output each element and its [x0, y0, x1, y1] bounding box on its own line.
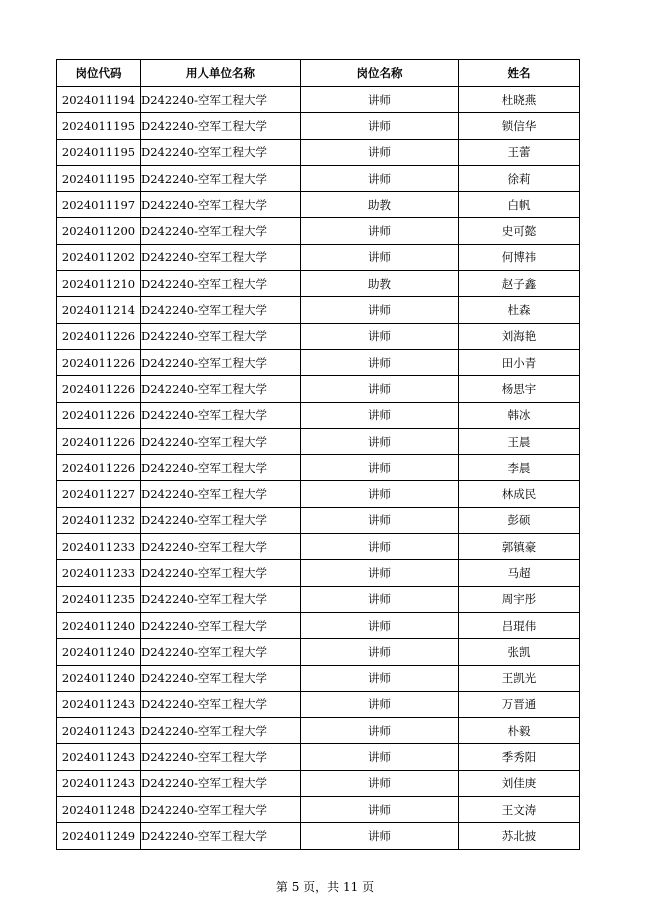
- person-name-cell: 刘海艳: [459, 323, 580, 349]
- post-code-cell: 2024011226: [57, 349, 141, 375]
- table-row: [57, 87, 580, 113]
- table-row: [57, 113, 580, 139]
- post-name-cell: 讲师: [301, 507, 459, 533]
- employer-name-cell: D242240-空军工程大学: [141, 323, 301, 349]
- employer-name-cell: D242240-空军工程大学: [141, 192, 301, 218]
- post-name-cell: 讲师: [301, 639, 459, 665]
- person-name-cell: 王凯光: [459, 665, 580, 691]
- table-row: [57, 560, 580, 586]
- employer-name-cell: D242240-空军工程大学: [141, 560, 301, 586]
- post-code-cell: 2024011226: [57, 376, 141, 402]
- employer-name-cell: D242240-空军工程大学: [141, 87, 301, 113]
- person-name-cell: 彭硕: [459, 507, 580, 533]
- table-body: [57, 87, 580, 850]
- post-name-cell: 讲师: [301, 691, 459, 717]
- post-code-cell: 2024011243: [57, 744, 141, 770]
- table-row: [57, 665, 580, 691]
- post-code-cell: 2024011240: [57, 612, 141, 638]
- table-row: [57, 823, 580, 849]
- table-row: [57, 218, 580, 244]
- employer-name-cell: D242240-空军工程大学: [141, 139, 301, 165]
- post-name-cell: 讲师: [301, 113, 459, 139]
- post-name-cell: 讲师: [301, 218, 459, 244]
- employer-name-cell: D242240-空军工程大学: [141, 297, 301, 323]
- page-number: 第 5 页，共 11 页: [275, 880, 375, 894]
- table-header-row: [57, 60, 580, 87]
- table-row: [57, 691, 580, 717]
- person-name-cell: 王蕾: [459, 139, 580, 165]
- post-code-cell: 2024011227: [57, 481, 141, 507]
- employer-name-cell: D242240-空军工程大学: [141, 113, 301, 139]
- post-name-cell: 讲师: [301, 428, 459, 454]
- table-row: [57, 139, 580, 165]
- header-person-name: 姓名: [459, 60, 580, 87]
- post-code-cell: 2024011240: [57, 639, 141, 665]
- person-name-cell: 杜森: [459, 297, 580, 323]
- header-post-code: 岗位代码: [57, 60, 141, 87]
- person-name-cell: 吕琨伟: [459, 612, 580, 638]
- roster-table: [56, 59, 580, 850]
- person-name-cell: 杜晓燕: [459, 87, 580, 113]
- person-name-cell: 刘佳庚: [459, 770, 580, 796]
- person-name-cell: 徐莉: [459, 165, 580, 191]
- post-code-cell: 2024011200: [57, 218, 141, 244]
- post-name-cell: 讲师: [301, 823, 459, 849]
- person-name-cell: 郭镇豪: [459, 534, 580, 560]
- post-code-cell: 2024011214: [57, 297, 141, 323]
- person-name-cell: 万晋通: [459, 691, 580, 717]
- table-row: [57, 744, 580, 770]
- post-name-cell: 讲师: [301, 349, 459, 375]
- post-name-cell: 讲师: [301, 323, 459, 349]
- post-name-cell: 讲师: [301, 718, 459, 744]
- post-name-cell: 讲师: [301, 402, 459, 428]
- employer-name-cell: D242240-空军工程大学: [141, 402, 301, 428]
- person-name-cell: 田小青: [459, 349, 580, 375]
- table-row: [57, 192, 580, 218]
- table-row: [57, 507, 580, 533]
- person-name-cell: 王晨: [459, 428, 580, 454]
- employer-name-cell: D242240-空军工程大学: [141, 271, 301, 297]
- post-code-cell: 2024011233: [57, 534, 141, 560]
- table-row: [57, 349, 580, 375]
- header-post-name: 岗位名称: [301, 60, 459, 87]
- table-row: [57, 455, 580, 481]
- post-code-cell: 2024011202: [57, 244, 141, 270]
- post-code-cell: 2024011226: [57, 455, 141, 481]
- person-name-cell: 马超: [459, 560, 580, 586]
- employer-name-cell: D242240-空军工程大学: [141, 376, 301, 402]
- employer-name-cell: D242240-空军工程大学: [141, 428, 301, 454]
- table-row: [57, 797, 580, 823]
- person-name-cell: 苏北披: [459, 823, 580, 849]
- post-name-cell: 讲师: [301, 560, 459, 586]
- table-row: [57, 402, 580, 428]
- employer-name-cell: D242240-空军工程大学: [141, 218, 301, 244]
- table-row: [57, 586, 580, 612]
- post-name-cell: 讲师: [301, 244, 459, 270]
- table-row: [57, 612, 580, 638]
- post-code-cell: 2024011240: [57, 665, 141, 691]
- person-name-cell: 张凯: [459, 639, 580, 665]
- person-name-cell: 锁信华: [459, 113, 580, 139]
- person-name-cell: 何博祎: [459, 244, 580, 270]
- employer-name-cell: D242240-空军工程大学: [141, 481, 301, 507]
- post-code-cell: 2024011226: [57, 428, 141, 454]
- person-name-cell: 林成民: [459, 481, 580, 507]
- post-code-cell: 2024011194: [57, 87, 141, 113]
- table-row: [57, 718, 580, 744]
- post-name-cell: 讲师: [301, 139, 459, 165]
- employer-name-cell: D242240-空军工程大学: [141, 770, 301, 796]
- post-name-cell: 讲师: [301, 165, 459, 191]
- table-row: [57, 244, 580, 270]
- table-row: [57, 481, 580, 507]
- post-code-cell: 2024011210: [57, 271, 141, 297]
- person-name-cell: 史可懿: [459, 218, 580, 244]
- post-name-cell: 讲师: [301, 376, 459, 402]
- post-name-cell: 讲师: [301, 297, 459, 323]
- person-name-cell: 赵子鑫: [459, 271, 580, 297]
- post-code-cell: 2024011249: [57, 823, 141, 849]
- table-row: [57, 323, 580, 349]
- table-row: [57, 297, 580, 323]
- employer-name-cell: D242240-空军工程大学: [141, 639, 301, 665]
- header-employer-name: 用人单位名称: [141, 60, 301, 87]
- post-name-cell: 助教: [301, 192, 459, 218]
- table-row: [57, 534, 580, 560]
- post-code-cell: 2024011235: [57, 586, 141, 612]
- employer-name-cell: D242240-空军工程大学: [141, 165, 301, 191]
- post-code-cell: 2024011243: [57, 718, 141, 744]
- employer-name-cell: D242240-空军工程大学: [141, 534, 301, 560]
- post-code-cell: 2024011226: [57, 323, 141, 349]
- post-name-cell: 讲师: [301, 534, 459, 560]
- employer-name-cell: D242240-空军工程大学: [141, 744, 301, 770]
- person-name-cell: 韩冰: [459, 402, 580, 428]
- employer-name-cell: D242240-空军工程大学: [141, 797, 301, 823]
- post-name-cell: 助教: [301, 271, 459, 297]
- person-name-cell: 季秀阳: [459, 744, 580, 770]
- employer-name-cell: D242240-空军工程大学: [141, 691, 301, 717]
- post-name-cell: 讲师: [301, 665, 459, 691]
- post-name-cell: 讲师: [301, 612, 459, 638]
- employer-name-cell: D242240-空军工程大学: [141, 455, 301, 481]
- post-code-cell: 2024011197: [57, 192, 141, 218]
- post-name-cell: 讲师: [301, 586, 459, 612]
- employer-name-cell: D242240-空军工程大学: [141, 507, 301, 533]
- post-name-cell: 讲师: [301, 797, 459, 823]
- post-code-cell: 2024011248: [57, 797, 141, 823]
- post-name-cell: 讲师: [301, 481, 459, 507]
- employer-name-cell: D242240-空军工程大学: [141, 718, 301, 744]
- post-name-cell: 讲师: [301, 87, 459, 113]
- person-name-cell: 王文涛: [459, 797, 580, 823]
- person-name-cell: 白帆: [459, 192, 580, 218]
- table-row: [57, 639, 580, 665]
- post-code-cell: 2024011195: [57, 113, 141, 139]
- post-code-cell: 2024011233: [57, 560, 141, 586]
- employer-name-cell: D242240-空军工程大学: [141, 823, 301, 849]
- person-name-cell: 周宇彤: [459, 586, 580, 612]
- person-name-cell: 李晨: [459, 455, 580, 481]
- post-name-cell: 讲师: [301, 744, 459, 770]
- post-code-cell: 2024011226: [57, 402, 141, 428]
- table-row: [57, 770, 580, 796]
- table-row: [57, 376, 580, 402]
- employer-name-cell: D242240-空军工程大学: [141, 244, 301, 270]
- post-code-cell: 2024011243: [57, 770, 141, 796]
- post-code-cell: 2024011243: [57, 691, 141, 717]
- person-name-cell: 杨思宇: [459, 376, 580, 402]
- person-name-cell: 朴毅: [459, 718, 580, 744]
- post-code-cell: 2024011232: [57, 507, 141, 533]
- employer-name-cell: D242240-空军工程大学: [141, 612, 301, 638]
- employer-name-cell: D242240-空军工程大学: [141, 349, 301, 375]
- post-code-cell: 2024011195: [57, 165, 141, 191]
- post-name-cell: 讲师: [301, 455, 459, 481]
- post-name-cell: 讲师: [301, 770, 459, 796]
- table-row: [57, 428, 580, 454]
- employer-name-cell: D242240-空军工程大学: [141, 665, 301, 691]
- table-row: [57, 271, 580, 297]
- employer-name-cell: D242240-空军工程大学: [141, 586, 301, 612]
- table-row: [57, 165, 580, 191]
- post-code-cell: 2024011195: [57, 139, 141, 165]
